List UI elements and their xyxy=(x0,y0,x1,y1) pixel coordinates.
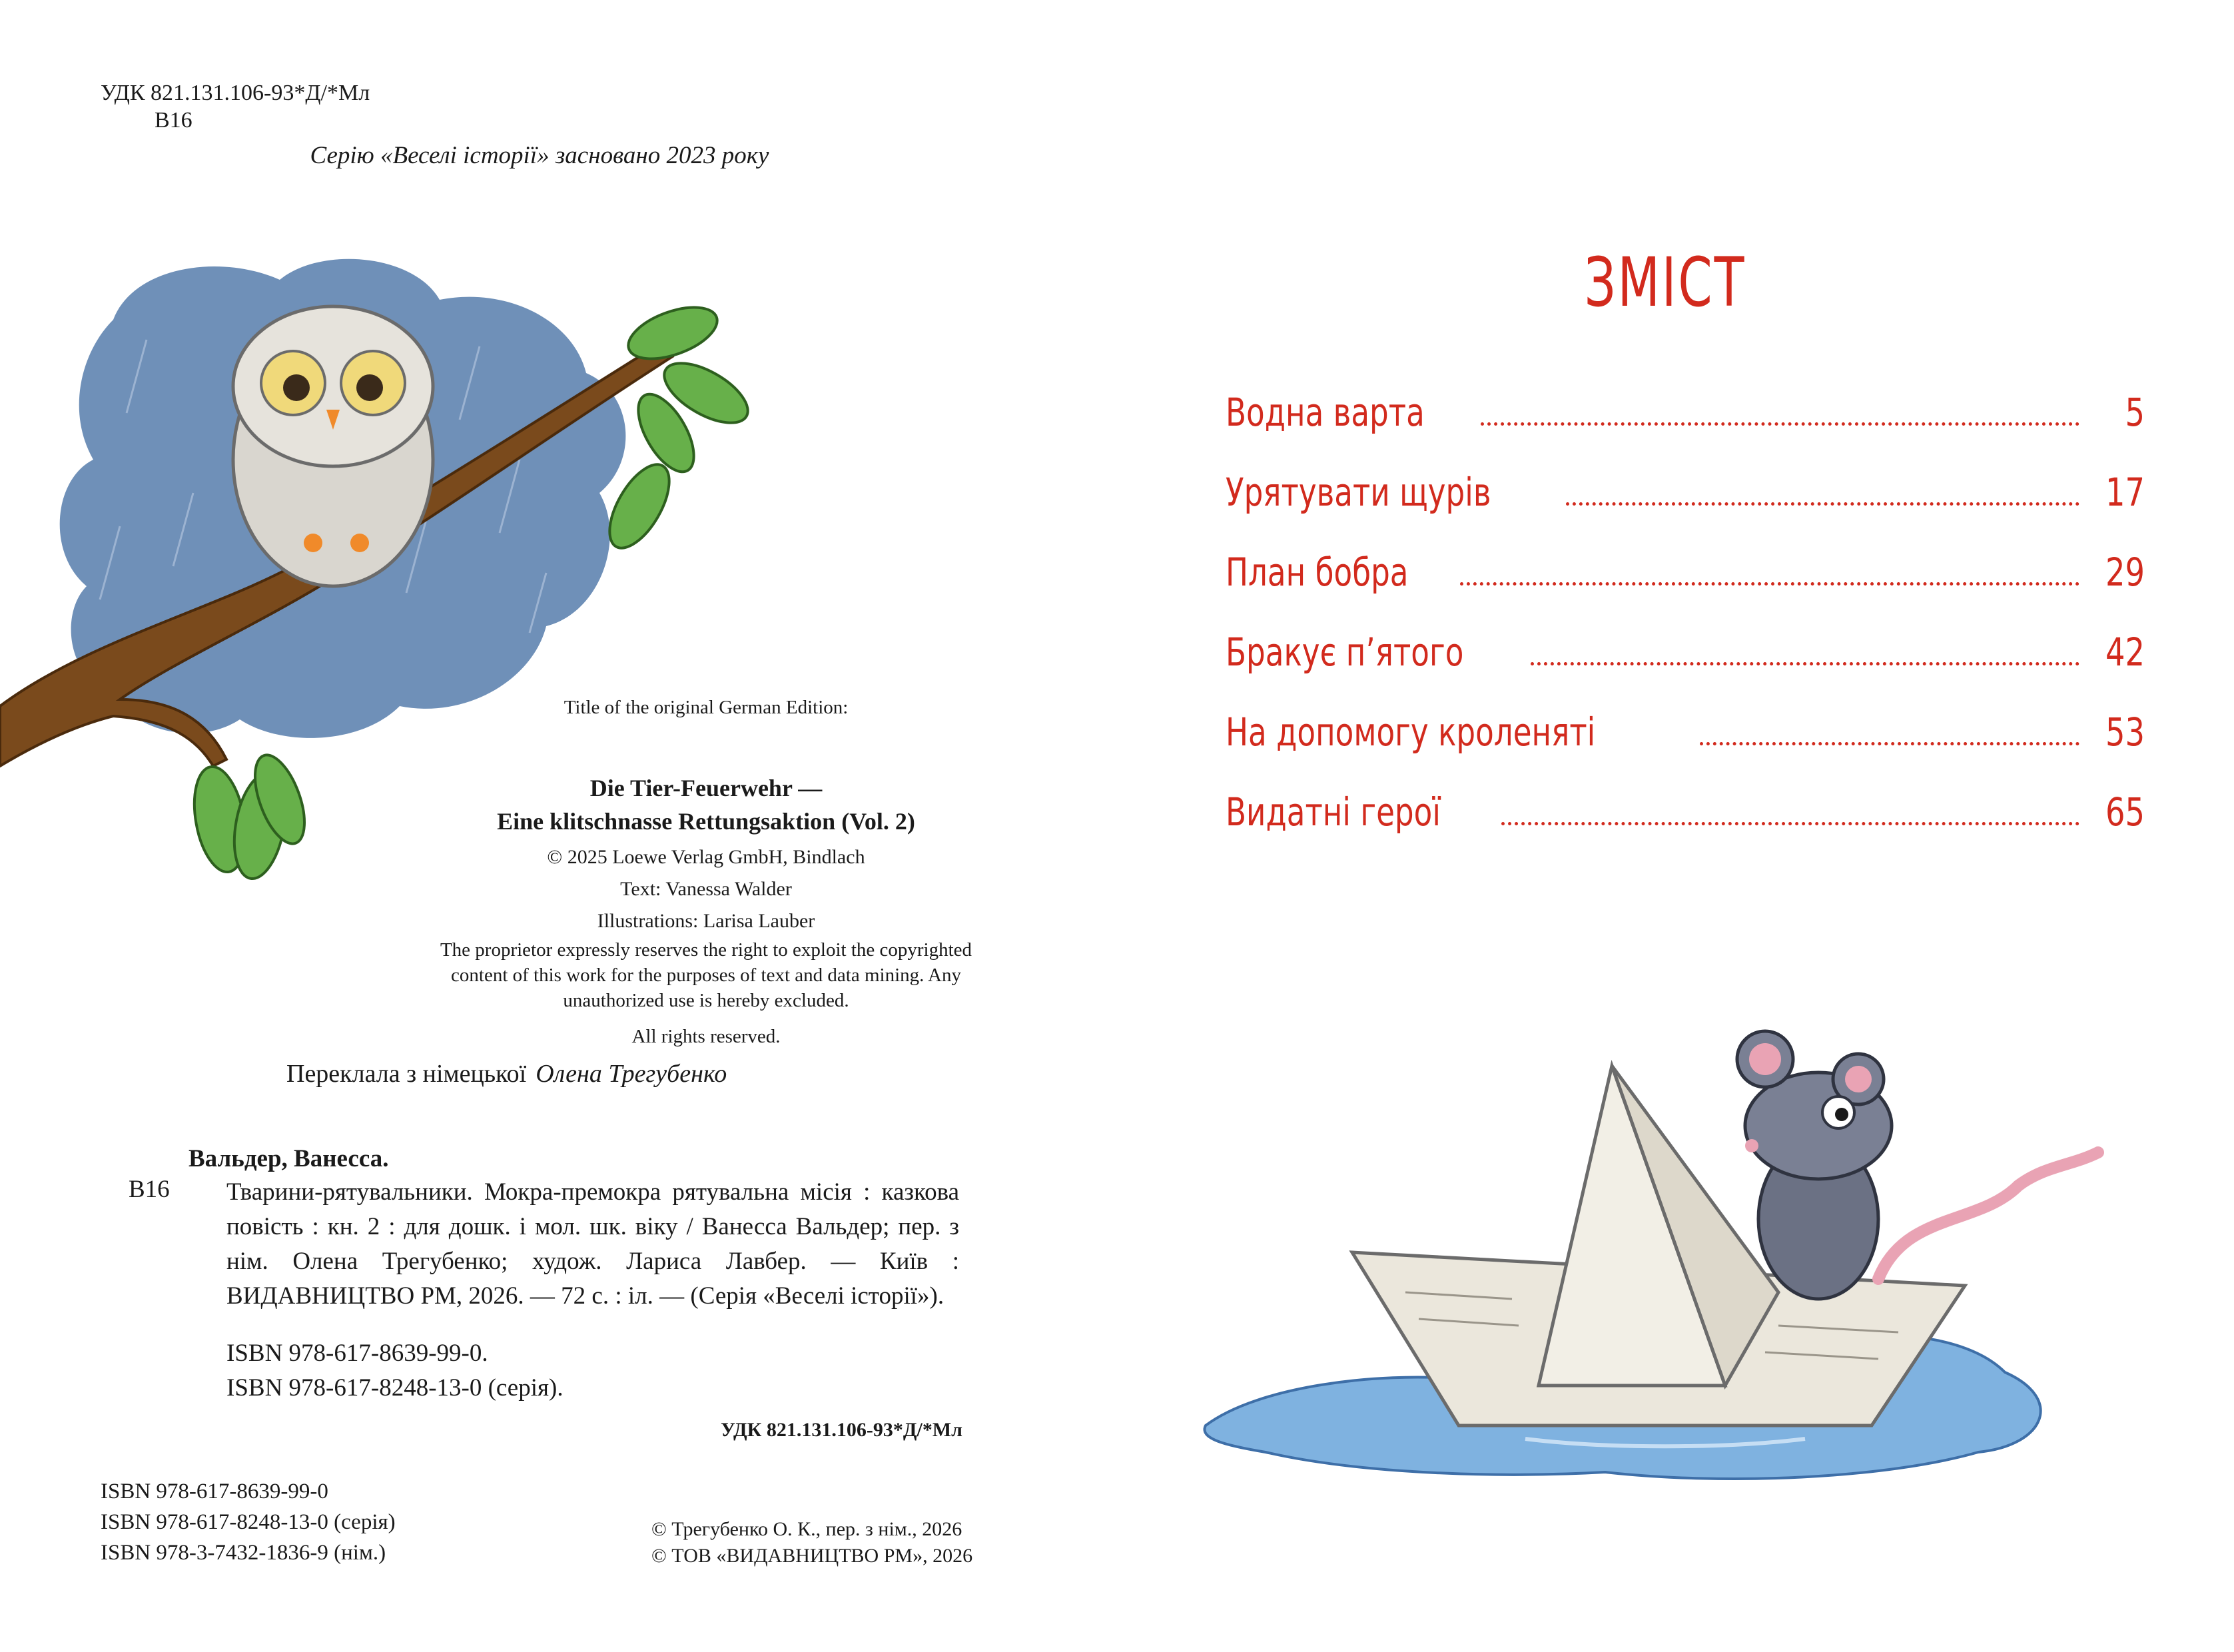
author-code: В16 xyxy=(155,108,192,133)
toc-leader xyxy=(1460,582,2079,586)
toc-entry-page: 65 xyxy=(2105,789,2145,835)
original-illustration-credit: Illustrations: Larisa Lauber xyxy=(597,910,815,932)
toc-leader xyxy=(1531,662,2079,665)
toc-title: ЗМІСТ xyxy=(1584,243,1746,322)
original-text-credit: Text: Vanessa Walder xyxy=(620,878,792,900)
rights-line: The proprietor expressly reserves the right to exploit the copyrighted xyxy=(440,939,972,961)
biblio-isbn-series: ISBN 978-617-8248-13-0 (серія). xyxy=(226,1374,563,1402)
original-meta xyxy=(373,841,1039,937)
table-of-contents xyxy=(1226,390,2145,869)
rat-boat-illustration xyxy=(1179,1013,2165,1505)
biblio-isbn-book: ISBN 978-617-8639-99-0. xyxy=(226,1340,488,1367)
toc-entry-title: План бобра xyxy=(1226,550,1409,595)
toc-entry[interactable] xyxy=(1226,470,2145,550)
udk-header: УДК 821.131.106-93*Д/*Мл xyxy=(101,81,370,105)
rights-line: unauthorized use is hereby excluded. xyxy=(563,990,849,1011)
toc-entry[interactable] xyxy=(1226,629,2145,709)
toc-entry-title: Видатні герої xyxy=(1226,789,1441,835)
toc-entry-page: 29 xyxy=(2105,550,2145,595)
toc-leader xyxy=(1700,742,2079,745)
biblio-code: В16 xyxy=(129,1176,170,1203)
toc-leader xyxy=(1566,502,2079,506)
toc-entry[interactable] xyxy=(1226,789,2145,869)
isbn-item: ISBN 978-617-8639-99-0 xyxy=(101,1479,328,1503)
rights-line: content of this work for the purposes of text and data mining. Any xyxy=(451,965,961,986)
biblio-udk: УДК 821.131.106-93*Д/*Мл xyxy=(721,1419,962,1441)
rights-notice xyxy=(373,937,1039,1049)
toc-entry[interactable] xyxy=(1226,390,2145,470)
isbn-item: ISBN 978-3-7432-1836-9 (нім.) xyxy=(101,1541,386,1565)
rat-tail xyxy=(1878,1152,2098,1279)
toc-leader xyxy=(1481,422,2079,426)
isbn-list xyxy=(101,1476,396,1568)
copyright-line: © ТОВ «ВИДАВНИЦТВО РМ», 2026 xyxy=(651,1545,973,1567)
toc-entry-title: Бракує п’ятого xyxy=(1226,629,1464,675)
copyright-line: © Трегубенко О. К., пер. з нім., 2026 xyxy=(651,1518,962,1540)
toc-entry-title: Урятувати щурів xyxy=(1226,470,1491,515)
original-title-line2: Eine klitschnasse Rettungsaktion (Vol. 2) xyxy=(497,808,915,835)
original-title-line1: Die Tier-Feuerwehr — xyxy=(589,775,823,801)
all-rights-reserved: All rights reserved. xyxy=(631,1026,781,1047)
biblio-description: Тварини-рятувальники. Мокра-премокра рятувальна місія : казкова повість : кн. 2 : для дошк. і мол. шк. віку / Ванесса Вальдер; пер. з нім. Олена Трегубенко; худож. Лариса Лавбер. — Київ : ВИДАВНИЦТВО РМ, 2026. — 72 с. : іл. — (Серія «Веселі історії»). xyxy=(226,1178,959,1310)
toc-entry-page: 5 xyxy=(2125,390,2145,435)
toc-entry-title: На допомогу кроленяті xyxy=(1226,709,1596,755)
biblio-author: Вальдер, Ванесса. xyxy=(188,1145,389,1172)
toc-entry-page: 42 xyxy=(2105,629,2145,675)
toc-entry[interactable] xyxy=(1226,709,2145,789)
isbn-item: ISBN 978-617-8248-13-0 (серія) xyxy=(101,1510,396,1534)
original-edition-label: Title of the original German Edition: xyxy=(563,697,849,718)
toc-entry[interactable] xyxy=(1226,550,2145,629)
toc-entry-page: 53 xyxy=(2105,709,2145,755)
original-copyright: © 2025 Loewe Verlag GmbH, Bindlach xyxy=(547,846,865,868)
translator-line xyxy=(286,1059,727,1088)
toc-entry-page: 17 xyxy=(2105,470,2145,515)
translated-label: Переклала з німецької xyxy=(286,1060,527,1088)
toc-entry-title: Водна варта xyxy=(1226,390,1425,435)
biblio-isbn xyxy=(226,1336,563,1406)
translator-name: Олена Трегубенко xyxy=(536,1060,727,1088)
copyright-block xyxy=(651,1516,972,1569)
toc-leader xyxy=(1501,822,2079,825)
series-note: Серію «Веселі історії» засновано 2023 року xyxy=(310,142,769,169)
original-title xyxy=(373,771,1039,838)
